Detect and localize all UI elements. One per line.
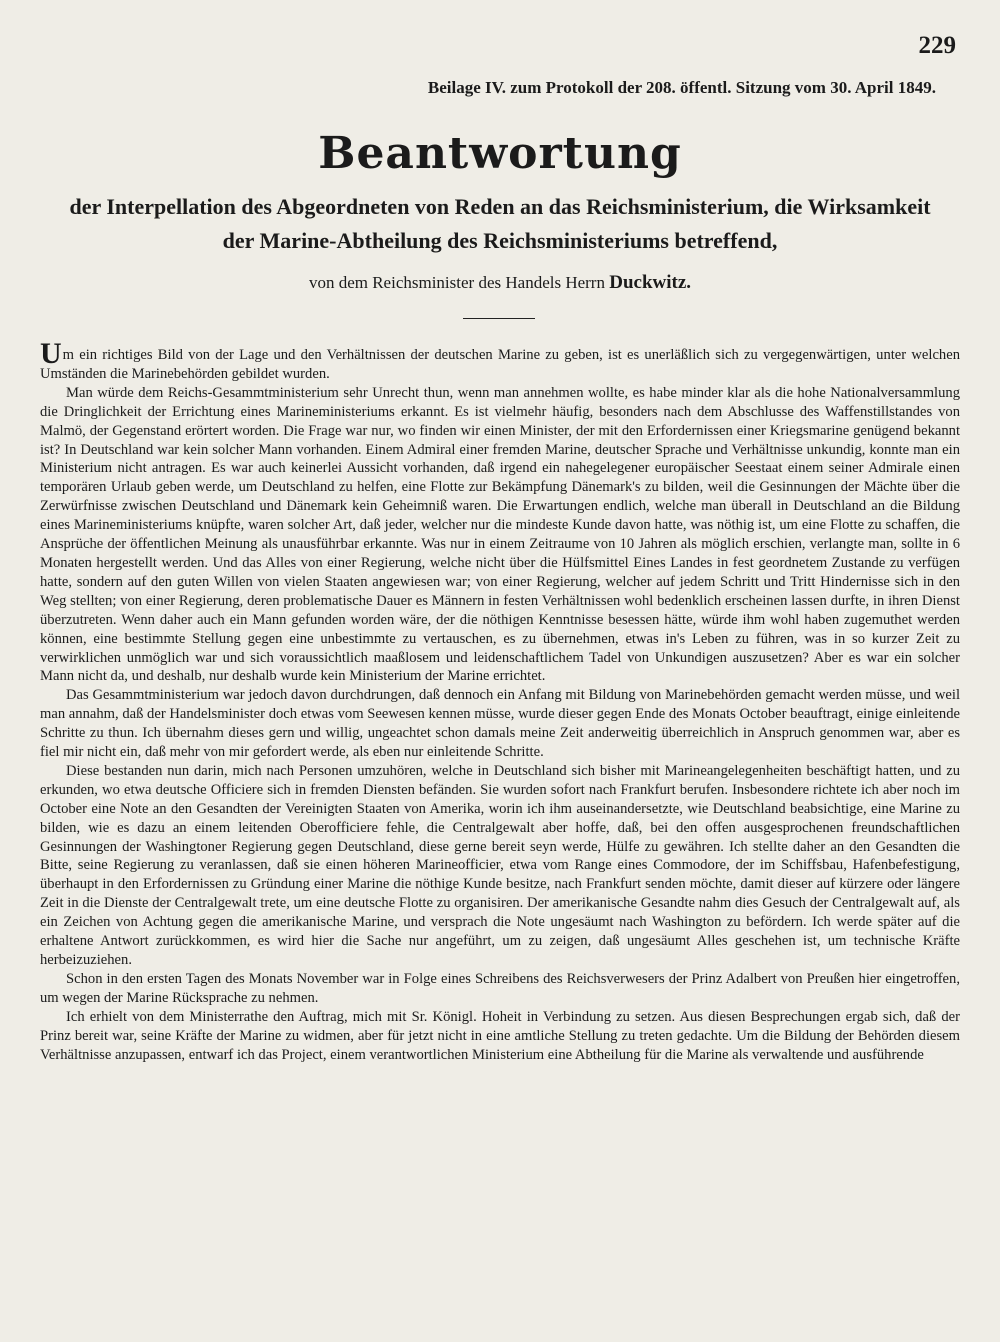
subtitle-line-1: der Interpellation des Abgeordneten von Reden an das Reichsministerium, die Wirksamkeit (69, 194, 931, 219)
paragraph-5: Schon in den ersten Tagen des Monats November war in Folge eines Schreibens des Reichsverwesers der Prinz Adalbert von Preußen hier eingetroffen, um wegen der Marine Rücksprache zu nehmen. (40, 970, 960, 1006)
paragraph-6: Ich erhielt von dem Ministerrathe den Auftrag, mich mit Sr. Königl. Hoheit in Verbindung zu setzen. Aus diesen Besprechungen ergab sich, daß der Prinz bereit war, seine Kräfte der Marine zu widmen, aber für jetzt nicht in eine amtliche Stellung zu treten gedachte. Um die Bildung der Behörden diesem Verhältnisse anzupassen, entwarf ich das Project, einem verantwortlichen Ministerium eine Abtheilung für die Marine als verwaltende und ausführende (40, 1008, 960, 1063)
paragraph-2: Man würde dem Reichs-Gesammtministerium sehr Unrecht thun, wenn man annehmen wollte, es habe minder klar als die hohe Nationalversammlung die Dringlichkeit der Errichtung eines Marineministeriums erkannt. Es ist vielmehr häufig, besonders nach dem Abschlusse des Waffenstillstandes von Malmö, der Gegenstand erörtert worden. Die Frage war nur, wo finden wir einen Minister, der mit den Erfordernissen einer Kriegsmarine genügend bekannt ist? In Deutschland war kein solcher Mann vorhanden. Einem Admiral einer fremden Marine, deutscher Sprache und Verhältnisse unkundig, konnte man ein Ministerium nicht antragen. Es war auch keinerlei Aussicht vorhanden, daß irgend ein nahegelegener europäischer Seestaat einem seiner Admirale einen temporären Urlaub geben werde, um Deutschland zu helfen, eine Flotte zur Bekämpfung Dänemark's zu bilden, weil die Gesinnungen der Mächte über die Zerwürfnisse zwischen Deutschland und Dänemark kein Geheimniß waren. Die Erwartungen endlich, welche man überall in Deutschland an die Bildung eines Marineministeriums knüpfte, waren solcher Art, daß jeder, welcher nur die mindeste Kunde davon hatte, was nöthig ist, um eine Flotte zu schaffen, die Ansprüche der öffentlichen Meinung als unausführbar erkannte. Was nur in einem Zeitraume von 10 Jahren als möglich erschien, verlangte man, sollte in 6 Monaten hergestellt werden. Und das Alles von einer Regierung, welche nicht über die Hülfsmittel Eines Landes in fest geordnetem Zustande zu verfügen hatte, sondern auf den guten Willen von vielen Staaten angewiesen war; von einer Regierung, welcher auf jedem Schritt und Tritt Hindernisse sich in den Weg stellten; von einer Regierung, deren problematische Dauer es Männern in festen Verhältnissen wohl bedenklich erscheinen lassen durfte, in ihren Dienst überzutreten. Wenn daher auch ein Mann gefunden worden wäre, der die nöthigen Kenntnisse besessen hätte, würde ihm wohl haben zugemuthet werden können, eine bestimmte Stellung gegen eine unbestimmte zu vertauschen, es zu übernehmen, etwas in's Leben zu führen, was in so kurzer Zeit zu verwirklichen unmöglich war und sich voraussichtlich maaßlosem und leidenschaftlichem Tadel von Unkundigen auszusetzen? Aber es war ein solcher Mann nicht da, und deshalb, nur deshalb wurde kein Ministerium der Marine errichtet. (40, 384, 960, 685)
paragraph-3: Das Gesammtministerium war jedoch davon durchdrungen, daß dennoch ein Anfang mit Bildung von Marinebehörden gemacht werden müsse, und weil man annahm, daß der Handelsminister doch etwas vom Seewesen kennen müsse, wurde dieser gegen Ende des Monats October beauftragt, einige einleitende Schritte zu thun. Ich übernahm dieses gern und willig, ungeachtet schon damals meine Zeit anderweitig überreichlich in Anspruch genommen war, aber es fiel mir nicht ein, daß mehr von mir gefordert werde, als eben nur einleitende Schritte. (40, 687, 960, 761)
document-title: Beantwortung (318, 128, 682, 179)
initial-letter: U (40, 337, 62, 370)
title-divider (463, 318, 535, 319)
byline-prefix: von dem Reichsminister des Handels Herrn (308, 273, 605, 292)
byline (0, 272, 1000, 294)
paragraph-1-text: m ein richtiges Bild von der Lage und den Verhältnissen der deutschen Marine zu geben, ist es unerläßlich sich zu vergegenwärtigen, unter welchen Umständen die Marinebehörden gebildet wurden. (40, 347, 960, 382)
body-text (40, 337, 960, 1064)
protocol-header: Beilage IV. zum Protokoll der 208. öffentl. Sitzung vom 30. April 1849. (427, 78, 936, 97)
byline-name: Duckwitz. (609, 272, 692, 293)
paragraph-4: Diese bestanden nun darin, mich nach Personen umzuhören, welche in Deutschland sich bisher mit Marineangelegenheiten beschäftigt hatten, und zu erkunden, wo etwa deutsche Officiere sich in fremden Diensten befänden. Sie wurden sofort nach Frankfurt berufen. Insbesondere richtete ich aber noch im October eine Note an den Gesandten der Vereinigten Staaten von Amerika, worin ich ihm auseinandersetzte, wie Deutschland beabsichtige, eine Marine zu bilden, wie es dazu an einem leitenden Oberofficiere fehle, die Centralgewalt aber hoffe, daß, bei den offen ausgesprochenen freundschaftlichen Gesinnungen der Washingtoner Regierung gegen Deutschland, diese gerne bereit seyn werde, Hülfe zu gewähren. Ich stellte daher an den Gesandten die Bitte, seine Regierung zu veranlassen, daß sie einen höheren Marineofficier, etwa vom Range eines Commodore, der im Schiffsbau, Hafenbefestigung, überhaupt in den Erfordernissen zu Gründung einer Marine die nöthige Kunde besitze, nach Frankfurt senden möchte, damit dieser auf kürzere oder längere Zeit in die Dienste der Centralgewalt trete, um eine deutsche Flotte zu organisiren. Der amerikanische Gesandte nahm dies Gesuch der Centralgewalt auf, als ein Zeichen von Achtung gegen die amerikanische Marine, und versprach die Note ungesäumt nach Washington zu befördern. Ich werde später auf die erhaltene Antwort zurückkommen, es wird hier die Sache nur angeführt, um zu zeigen, daß ungesäumt Alles geschehen ist, um technische Kräfte herbeizuziehen. (40, 762, 960, 968)
paragraph-1 (40, 337, 960, 384)
page-number: 229 (918, 32, 956, 59)
subtitle-line-2: der Marine-Abtheilung des Reichsministeriums betreffend, (222, 228, 778, 253)
